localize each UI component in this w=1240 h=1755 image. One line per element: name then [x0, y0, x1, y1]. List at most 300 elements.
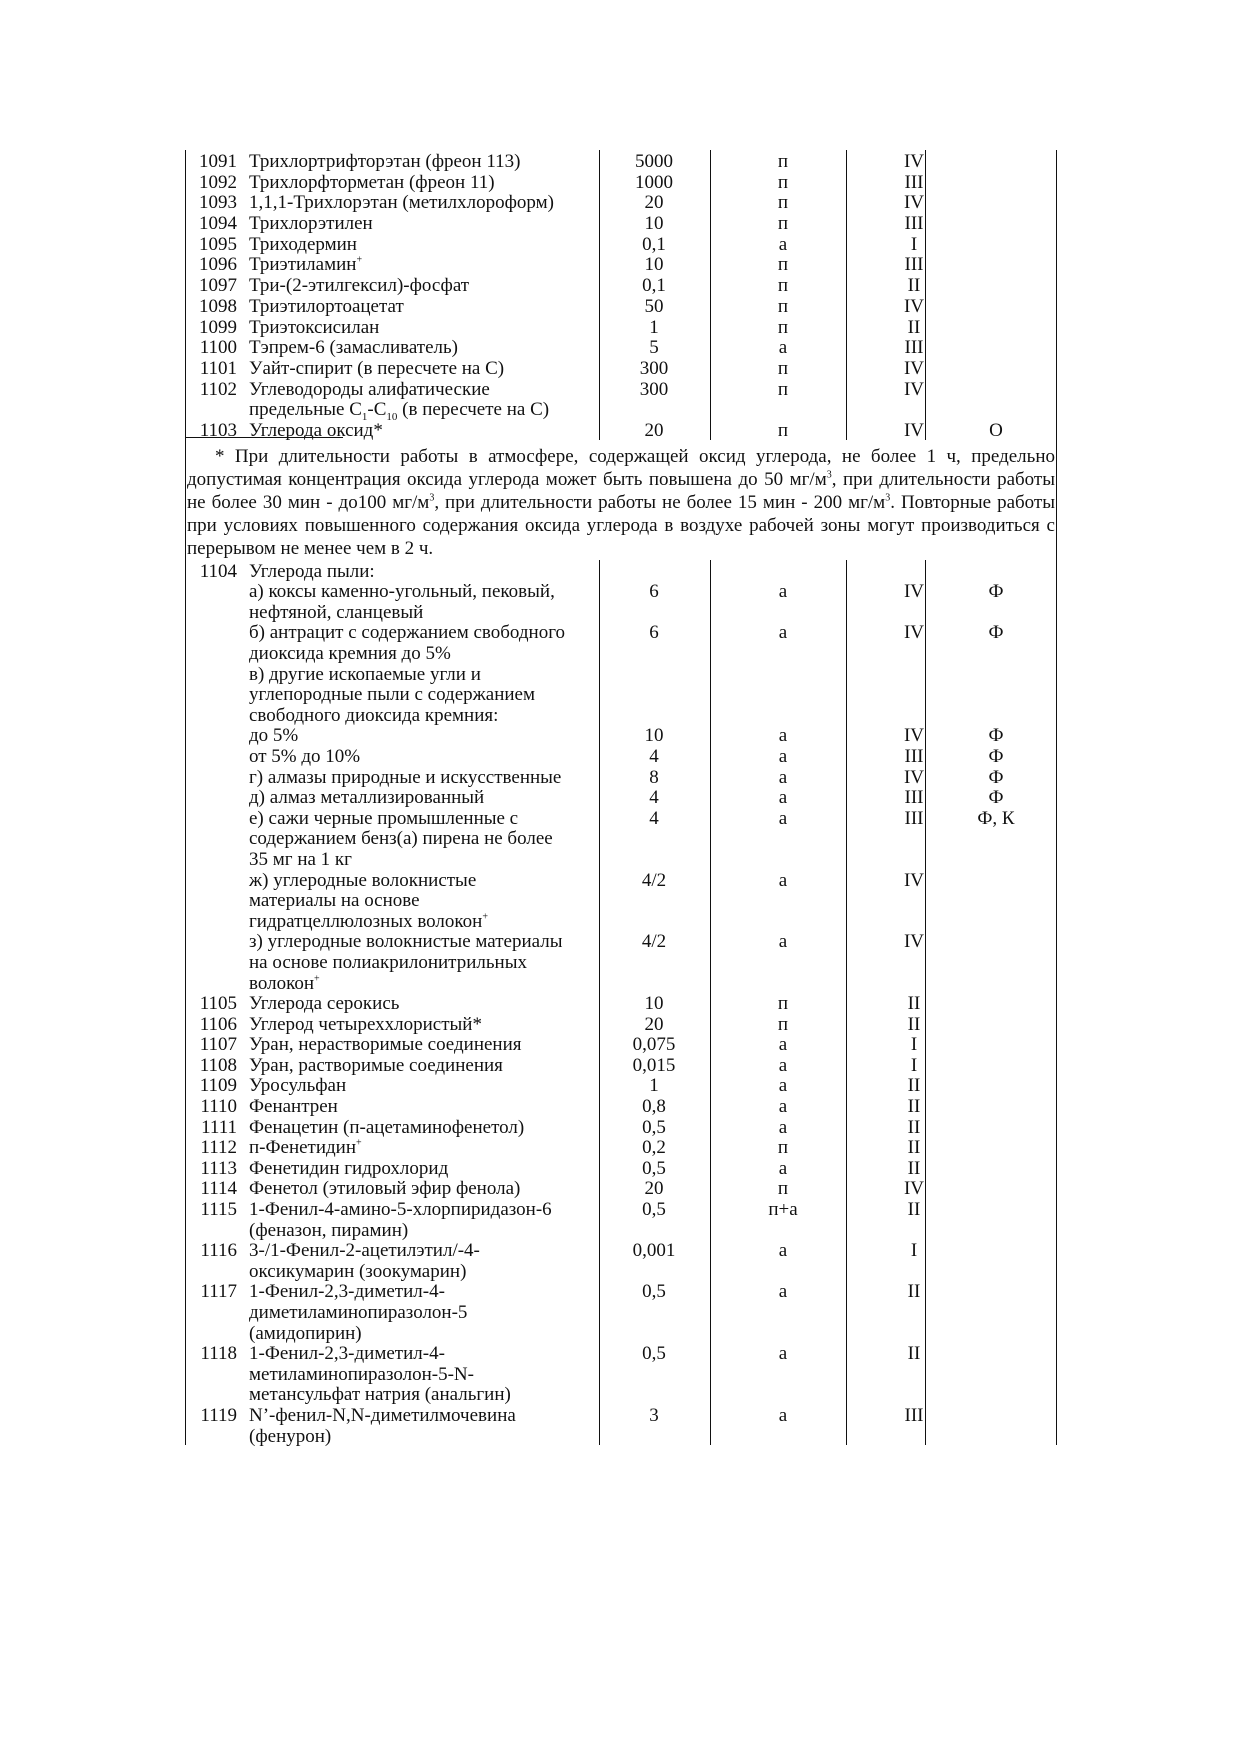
- max-concentration-text: 0,001: [632, 1240, 676, 1262]
- substance-name-text: Фенетол (этиловый эфир фенола): [249, 1178, 521, 1200]
- row-number: [193, 233, 237, 256]
- row-number-text: 1109: [199, 1075, 237, 1097]
- row-number: [193, 1095, 237, 1118]
- substance-name: [249, 357, 599, 380]
- substance-name: [249, 601, 599, 624]
- row-number: [193, 1404, 237, 1427]
- substance-name-text: (фенурон): [249, 1425, 332, 1447]
- aggregate-state: [709, 1177, 857, 1200]
- aggregate-state: [709, 191, 857, 214]
- table-row: [185, 1280, 1057, 1301]
- table-row: [185, 889, 1057, 910]
- substance-name-text: (феназон, пирамин): [249, 1219, 409, 1241]
- max-concentration-text: 0,075: [632, 1034, 676, 1056]
- hazard-class: [845, 233, 983, 256]
- substance-name: [249, 827, 599, 850]
- max-concentration: [599, 1177, 709, 1200]
- action-features: [935, 580, 1057, 603]
- hazard-class: [845, 869, 983, 892]
- max-concentration: [599, 745, 709, 768]
- table-row: [185, 1074, 1057, 1095]
- hazard-class-text: III: [904, 807, 924, 829]
- substance-name-part: предельные С: [249, 399, 362, 421]
- max-concentration-text: 20: [644, 1013, 664, 1035]
- aggregate-state-text: а: [778, 337, 788, 359]
- substance-name-text: гидратцеллюлозных волокон: [249, 910, 483, 932]
- footnote-text-2: , при длительности работы не более 30 мин - до100 мг/м: [187, 468, 1056, 513]
- table-row: [185, 1033, 1057, 1054]
- substance-name: [249, 1157, 599, 1180]
- aggregate-state: [709, 378, 857, 401]
- substance-name: [249, 274, 599, 297]
- table-row: [185, 601, 1057, 622]
- action-features-text: Ф, К: [977, 807, 1015, 829]
- substance-name-text: а) коксы каменно-угольный, пековый,: [249, 581, 555, 603]
- substance-name-text: б) антрацит с содержанием свободного: [249, 622, 566, 644]
- table-row: [185, 274, 1057, 295]
- substance-name: [249, 1239, 599, 1262]
- table-row: [185, 357, 1057, 378]
- substance-name: [249, 1074, 599, 1097]
- aggregate-state-text: п: [777, 1013, 789, 1035]
- substance-name-text: Уран, нерастворимые соединения: [249, 1034, 522, 1056]
- hazard-class-text: II: [907, 1157, 921, 1179]
- row-number-text: 1103: [199, 419, 237, 441]
- table-row: [185, 1054, 1057, 1075]
- hazard-class-text: IV: [903, 622, 925, 644]
- max-concentration: [599, 786, 709, 809]
- aggregate-state-text: п: [777, 151, 789, 172]
- footnote-border-left: [185, 432, 186, 566]
- row-number-text: 1099: [199, 316, 237, 338]
- hazard-class-text: II: [907, 1281, 921, 1303]
- max-concentration: [599, 1198, 709, 1221]
- hazard-class: [845, 1177, 983, 1200]
- substance-name: [249, 1363, 599, 1386]
- max-concentration: [599, 1033, 709, 1056]
- row-number: [193, 295, 237, 318]
- hazard-class: [845, 1239, 983, 1262]
- substance-name: [249, 378, 599, 401]
- substance-name-text: 3-/1-Фенил-2-ацетилэтил/-4-: [249, 1240, 480, 1262]
- substance-name-text: е) сажи черные промышленные с: [249, 807, 519, 829]
- aggregate-state-text: п: [777, 295, 789, 317]
- row-number: [193, 274, 237, 297]
- table-row: [185, 1404, 1057, 1425]
- action-features: [935, 807, 1057, 830]
- hazard-class-text: III: [904, 171, 924, 193]
- substance-name: [249, 1219, 599, 1242]
- table-row: [185, 1363, 1057, 1384]
- table-row: [185, 1322, 1057, 1343]
- aggregate-state-text: а: [778, 1054, 788, 1076]
- row-number-text: 1098: [199, 295, 237, 317]
- max-concentration: [599, 992, 709, 1015]
- substance-name: [249, 1198, 599, 1221]
- hazard-class: [845, 1074, 983, 1097]
- max-concentration: [599, 357, 709, 380]
- table-row: [185, 1239, 1057, 1260]
- table-row: [185, 1260, 1057, 1281]
- aggregate-state-text: п: [777, 275, 789, 297]
- aggregate-state: [709, 724, 857, 747]
- aggregate-state: [709, 253, 857, 276]
- substance-name: [249, 951, 599, 974]
- table-row: [185, 191, 1057, 212]
- aggregate-state-text: а: [778, 1034, 788, 1056]
- substance-name: [249, 1322, 599, 1345]
- aggregate-state: [709, 150, 857, 173]
- table-row: [185, 972, 1057, 993]
- substance-name: [249, 1177, 599, 1200]
- aggregate-state-text: п: [777, 254, 789, 276]
- max-concentration: [599, 621, 709, 644]
- row-number: [193, 1198, 237, 1221]
- aggregate-state: [709, 1239, 857, 1262]
- substance-name-text: в) другие ископаемые угли и: [249, 663, 481, 685]
- aggregate-state: [709, 233, 857, 256]
- table-row: [185, 1425, 1057, 1446]
- max-concentration-text: 0,5: [642, 1157, 666, 1179]
- table-row: [185, 1013, 1057, 1034]
- max-concentration: [599, 316, 709, 339]
- hazard-class-text: IV: [903, 725, 925, 747]
- table-row: [185, 560, 1057, 581]
- max-concentration: [599, 724, 709, 747]
- substance-name-text: 1,1,1-Трихлорэтан (метилхлороформ): [249, 192, 554, 214]
- hazard-class: [845, 1157, 983, 1180]
- hazard-class: [845, 992, 983, 1015]
- aggregate-state: [709, 766, 857, 789]
- row-number-text: 1113: [200, 1157, 237, 1179]
- hazard-class-text: I: [910, 1240, 918, 1262]
- substance-name-text: материалы на основе: [249, 890, 420, 912]
- aggregate-state-text: а: [778, 1343, 788, 1365]
- hazard-class-text: IV: [903, 766, 925, 788]
- max-concentration: [599, 253, 709, 276]
- row-number: [193, 316, 237, 339]
- hazard-class-text: IV: [903, 1178, 925, 1200]
- action-features: [935, 766, 1057, 789]
- substance-name-text: Три-(2-этилгексил)-фосфат: [249, 275, 470, 297]
- aggregate-state-text: п: [777, 357, 789, 379]
- aggregate-state: [709, 1136, 857, 1159]
- aggregate-state-text: п+а: [768, 1199, 798, 1221]
- row-number: [193, 1054, 237, 1077]
- substance-name-text: Трихлортрифторэтан (фреон 113): [249, 151, 521, 172]
- hazard-class: [845, 295, 983, 318]
- max-concentration-text: 0,1: [642, 233, 666, 255]
- max-concentration-text: 20: [644, 192, 664, 214]
- substance-name-text: (амидопирин): [249, 1322, 362, 1344]
- aggregate-state-text: а: [778, 1157, 788, 1179]
- substance-name-text: на основе полиакрилонитрильных: [249, 951, 527, 973]
- max-concentration: [599, 869, 709, 892]
- footnote: [185, 440, 1057, 560]
- row-number-text: 1107: [199, 1034, 237, 1056]
- action-features-text: Ф: [988, 622, 1004, 644]
- hazard-class: [845, 1198, 983, 1221]
- hazard-class: [845, 1136, 983, 1159]
- max-concentration-text: 3: [649, 1404, 659, 1426]
- hazard-class: [845, 1054, 983, 1077]
- aggregate-state: [709, 212, 857, 235]
- table-row: [185, 786, 1057, 807]
- aggregate-state-text: а: [778, 622, 788, 644]
- hazard-class: [845, 336, 983, 359]
- document-page: [185, 150, 1057, 1445]
- substance-name-text: метансульфат натрия (анальгин): [249, 1384, 511, 1406]
- hazard-class-text: IV: [903, 931, 925, 953]
- max-concentration-text: 4: [649, 787, 659, 809]
- row-number-text: 1093: [199, 192, 237, 214]
- substance-name-text: Углерода оксид*: [249, 419, 383, 441]
- max-concentration: [599, 580, 709, 603]
- table-row: [185, 1383, 1057, 1404]
- hazard-class: [845, 191, 983, 214]
- row-number-text: 1104: [199, 560, 237, 582]
- row-number: [193, 1239, 237, 1262]
- substance-name: [249, 1033, 599, 1056]
- substance-name: [249, 663, 599, 686]
- max-concentration-text: 10: [644, 213, 664, 235]
- max-concentration-text: 0,015: [632, 1054, 676, 1076]
- row-number: [193, 336, 237, 359]
- table-row: [185, 295, 1057, 316]
- substance-name-text: нефтяной, сланцевый: [249, 601, 424, 623]
- substance-name: [249, 786, 599, 809]
- aggregate-state-text: п: [777, 993, 789, 1015]
- hazard-class-text: III: [904, 254, 924, 276]
- aggregate-state: [709, 1116, 857, 1139]
- substance-name-text: Фенантрен: [249, 1096, 338, 1118]
- row-number: [193, 191, 237, 214]
- hazard-class-text: II: [907, 1116, 921, 1138]
- row-number: [193, 1074, 237, 1097]
- table-row: [185, 233, 1057, 254]
- hazard-class: [845, 378, 983, 401]
- substance-name-text: Углерода пыли:: [249, 560, 375, 582]
- action-features: [935, 621, 1057, 644]
- row-number: [193, 357, 237, 380]
- max-concentration-text: 0,5: [642, 1343, 666, 1365]
- substance-name-text: Углеводороды алифатические: [249, 378, 490, 400]
- hazard-class: [845, 212, 983, 235]
- table-row: [185, 807, 1057, 828]
- table-row: [185, 378, 1057, 399]
- aggregate-state: [709, 1404, 857, 1427]
- substance-name: [249, 150, 599, 173]
- substance-name-text: 1-Фенил-4-амино-5-хлорпиридазон-6: [249, 1199, 552, 1221]
- row-number: [193, 1116, 237, 1139]
- substance-name: [249, 745, 599, 768]
- substance-name-text: Фенацетин (п-ацетаминофенетол): [249, 1116, 525, 1138]
- max-concentration: [599, 1095, 709, 1118]
- aggregate-state: [709, 1095, 857, 1118]
- aggregate-state-text: а: [778, 766, 788, 788]
- substance-name-text: до 5%: [249, 725, 299, 747]
- substance-name: [249, 1404, 599, 1427]
- aggregate-state: [709, 1342, 857, 1365]
- hazard-class: [845, 1404, 983, 1427]
- row-number-text: 1116: [200, 1240, 237, 1262]
- row-number-text: 1108: [199, 1054, 237, 1076]
- hazard-class-text: IV: [903, 357, 925, 379]
- hazard-class-text: II: [907, 1199, 921, 1221]
- hazard-class: [845, 171, 983, 194]
- aggregate-state-text: п: [777, 378, 789, 400]
- substance-name-text: 1-Фенил-2,3-диметил-4-: [249, 1343, 445, 1365]
- substance-name-text: углепородные пыли с содержанием: [249, 684, 536, 706]
- substance-name-text: волокон: [249, 972, 315, 994]
- table-row: [185, 150, 1057, 171]
- substance-name: [249, 560, 599, 583]
- hazard-class-text: II: [907, 1075, 921, 1097]
- aggregate-state-text: п: [777, 316, 789, 338]
- max-concentration: [599, 1136, 709, 1159]
- max-concentration: [599, 766, 709, 789]
- action-features-text: Ф: [988, 725, 1004, 747]
- superscript-mark: +: [356, 1137, 362, 1149]
- row-number: [193, 560, 237, 583]
- aggregate-state: [709, 274, 857, 297]
- table-row: [185, 1177, 1057, 1198]
- hazard-class-text: I: [910, 1054, 918, 1076]
- substance-name-text: Триэтоксисилан: [249, 316, 380, 338]
- table-row: [185, 992, 1057, 1013]
- substance-name-text: Триходермин: [249, 233, 357, 255]
- table-row: [185, 848, 1057, 869]
- substance-name-part: (в пересчете на С): [397, 399, 550, 421]
- max-concentration: [599, 1157, 709, 1180]
- aggregate-state: [709, 1054, 857, 1077]
- substance-name-text: Тэпрем-6 (замасливатель): [249, 337, 459, 359]
- hazard-class: [845, 1116, 983, 1139]
- table-row: [185, 704, 1057, 725]
- aggregate-state: [709, 992, 857, 1015]
- hazard-class-text: IV: [903, 869, 925, 891]
- hazard-class-text: III: [904, 1404, 924, 1426]
- hazard-class: [845, 1013, 983, 1036]
- footnote-border-right: [1056, 432, 1057, 566]
- aggregate-state: [709, 621, 857, 644]
- table-row: [185, 1219, 1057, 1240]
- substance-name-text: диоксида кремния до 5%: [249, 643, 451, 664]
- aggregate-state: [709, 171, 857, 194]
- hazard-class-text: II: [907, 1013, 921, 1035]
- hazard-class-text: II: [907, 316, 921, 338]
- table-row: [185, 683, 1057, 704]
- table-row: [185, 1301, 1057, 1322]
- row-number-text: 1114: [200, 1178, 237, 1200]
- aggregate-state: [709, 295, 857, 318]
- substance-name: [249, 889, 599, 912]
- row-number-text: 1096: [199, 254, 237, 276]
- max-concentration: [599, 212, 709, 235]
- max-concentration: [599, 378, 709, 401]
- substance-name-text: 1-Фенил-2,3-диметил-4-: [249, 1281, 445, 1303]
- aggregate-state-text: п: [777, 419, 789, 441]
- substance-name-text: оксикумарин (зоокумарин): [249, 1260, 467, 1282]
- row-number-text: 1105: [199, 993, 237, 1015]
- hazard-class-text: IV: [903, 419, 925, 441]
- table-row: [185, 869, 1057, 890]
- action-features-text: Ф: [988, 745, 1004, 767]
- superscript-mark: +: [482, 911, 488, 923]
- aggregate-state: [709, 1074, 857, 1097]
- max-concentration-text: 20: [644, 1178, 664, 1200]
- aggregate-state-text: а: [778, 1116, 788, 1138]
- max-concentration: [599, 1239, 709, 1262]
- footnote-text-1: * При длительности работы в атмосфере, содержащей оксид углерода, не более 1 ч, предельно допустимая концентрация оксида углерода может быть повышена до 50 мг/м: [187, 445, 1055, 490]
- hazard-class: [845, 1342, 983, 1365]
- substance-name-text: Углерод четыреххлористый*: [249, 1013, 482, 1035]
- table-row: [185, 621, 1057, 642]
- table-row: [185, 663, 1057, 684]
- max-concentration-text: 0,8: [642, 1096, 666, 1118]
- max-concentration: [599, 171, 709, 194]
- row-number-text: 1092: [199, 171, 237, 193]
- substance-name-text: Уайт-спирит (в пересчете на С): [249, 357, 505, 379]
- substance-name-text: г) алмазы природные и искусственные: [249, 766, 562, 788]
- hazard-class: [845, 150, 983, 173]
- row-number-text: 1095: [199, 233, 237, 255]
- substance-name: [249, 807, 599, 830]
- substance-name-text: Трихлорфторметан (фреон 11): [249, 171, 495, 193]
- hazard-class-text: II: [907, 1137, 921, 1159]
- aggregate-state: [709, 1157, 857, 1180]
- action-features-text: О: [989, 419, 1003, 441]
- max-concentration: [599, 419, 709, 442]
- substance-name: [249, 930, 599, 953]
- max-concentration: [599, 191, 709, 214]
- row-number: [193, 212, 237, 235]
- substance-name-part: -С: [367, 399, 387, 421]
- substance-name-text: Уран, растворимые соединения: [249, 1054, 503, 1076]
- max-concentration-text: 0,5: [642, 1116, 666, 1138]
- aggregate-state-text: п: [777, 1137, 789, 1159]
- max-concentration-text: 0,2: [642, 1137, 666, 1159]
- footnote-text-4: . Повторные работы при условиях повышенного содержания оксида углерода в воздухе рабочей зоны могут производиться с перерывом не менее чем в 2 ч.: [187, 491, 1056, 559]
- row-number: [193, 1177, 237, 1200]
- substance-name: [249, 766, 599, 789]
- hazard-class-text: IV: [903, 581, 925, 603]
- substance-name: [249, 1342, 599, 1365]
- substance-name-part: 1: [361, 411, 368, 424]
- table-row: [185, 745, 1057, 766]
- hazard-class-text: IV: [903, 192, 925, 214]
- superscript-mark: +: [356, 255, 363, 267]
- substance-name-text: от 5% до 10%: [249, 745, 361, 767]
- substance-name-text: метиламинопиразолон-5-N-: [249, 1363, 474, 1385]
- row-number: [193, 1280, 237, 1303]
- aggregate-state: [709, 316, 857, 339]
- footnote-sup-3: 3: [885, 492, 891, 504]
- substance-name: [249, 1301, 599, 1324]
- max-concentration-text: 10: [644, 725, 664, 747]
- aggregate-state: [709, 1033, 857, 1056]
- hazard-class-text: III: [904, 213, 924, 235]
- footnote-sup-2: 3: [429, 492, 435, 504]
- row-number-text: 1112: [200, 1137, 237, 1159]
- hazard-class: [845, 930, 983, 953]
- aggregate-state-text: а: [778, 233, 788, 255]
- max-concentration-text: 10: [644, 254, 664, 276]
- row-number-text: 1102: [199, 378, 237, 400]
- superscript-mark: +: [314, 973, 320, 985]
- max-concentration-text: 300: [639, 357, 669, 379]
- row-number-text: 1106: [199, 1013, 237, 1035]
